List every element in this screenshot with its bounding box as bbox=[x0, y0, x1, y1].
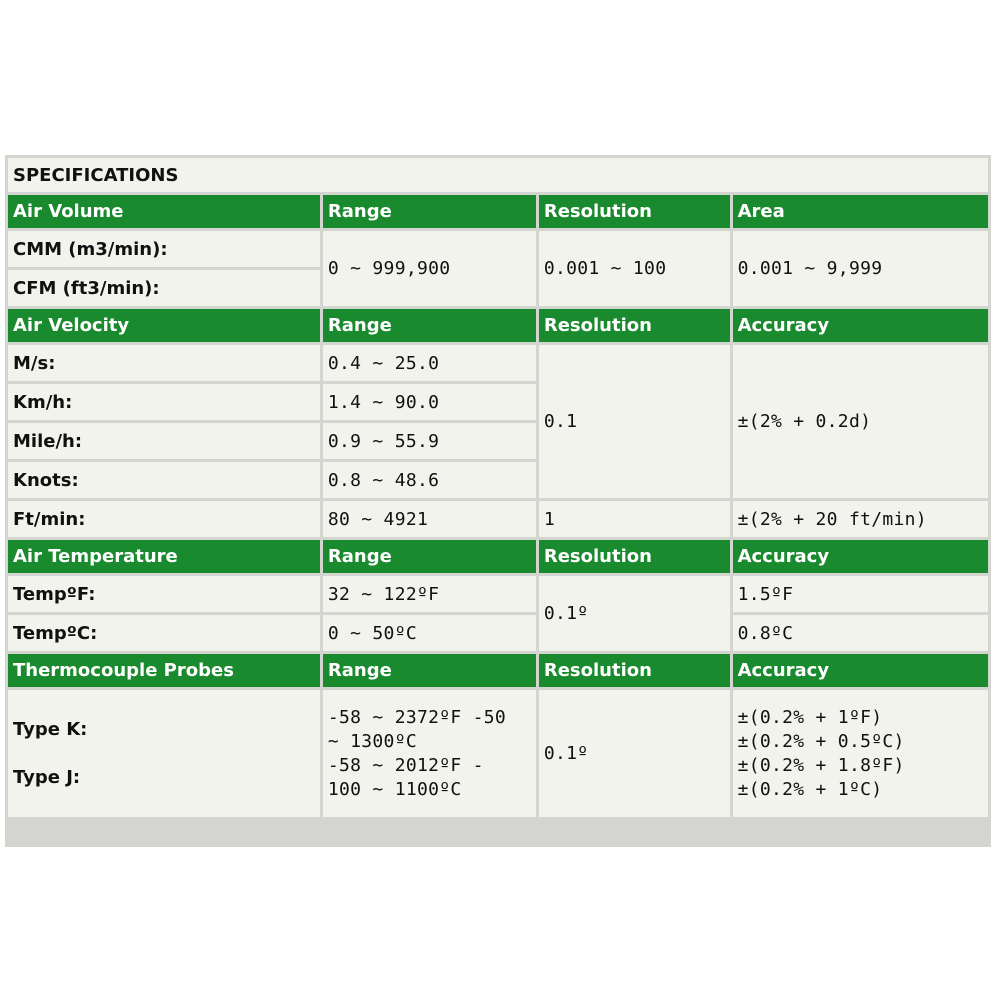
table-row bbox=[8, 231, 988, 267]
range-temp-f: 32 ~ 122ºF bbox=[323, 576, 536, 612]
header-air-temperature: Air Temperature bbox=[8, 540, 320, 573]
accuracy-type-j-line1: ±(0.2% + 1.8ºF) bbox=[737, 754, 905, 776]
header-row-air-velocity bbox=[8, 309, 988, 342]
air-velocity-resolution: 0.1 bbox=[539, 345, 730, 498]
label-type-k: Type K: bbox=[13, 718, 88, 740]
resolution-ftmin: 1 bbox=[539, 501, 730, 537]
range-ms: 0.4 ~ 25.0 bbox=[323, 345, 536, 381]
label-mileh: Mile/h: bbox=[8, 423, 320, 459]
header-range: Range bbox=[323, 540, 536, 573]
header-range: Range bbox=[323, 654, 536, 687]
header-accuracy: Accuracy bbox=[733, 654, 988, 687]
table-row bbox=[8, 690, 988, 817]
table-row bbox=[8, 576, 988, 612]
range-temp-c: 0 ~ 50ºC bbox=[323, 615, 536, 651]
range-type-k-line1: -58 ~ 2372ºF -50 bbox=[327, 706, 507, 728]
accuracy-type-k-line2: ±(0.2% + 0.5ºC) bbox=[737, 730, 905, 752]
label-knots: Knots: bbox=[8, 462, 320, 498]
thermocouple-accuracy bbox=[733, 690, 988, 817]
range-mileh: 0.9 ~ 55.9 bbox=[323, 423, 536, 459]
header-area: Area bbox=[733, 195, 988, 228]
spec-table-container bbox=[5, 155, 991, 847]
label-cmm: CMM (m3/min): bbox=[8, 231, 320, 267]
range-type-j-line1: -58 ~ 2012ºF - bbox=[327, 754, 484, 776]
label-temp-c: TempºC: bbox=[8, 615, 320, 651]
header-resolution: Resolution bbox=[539, 195, 730, 228]
spec-table bbox=[5, 155, 991, 820]
table-title: SPECIFICATIONS bbox=[8, 158, 988, 192]
header-row-air-temperature bbox=[8, 540, 988, 573]
table-row bbox=[8, 615, 988, 651]
range-type-j-line2: 100 ~ 1100ºC bbox=[327, 778, 462, 800]
header-row-thermocouple bbox=[8, 654, 988, 687]
table-row bbox=[8, 345, 988, 381]
thermocouple-resolution: 0.1º bbox=[539, 690, 730, 817]
range-type-k-line2: ~ 1300ºC bbox=[327, 730, 417, 752]
label-kmh: Km/h: bbox=[8, 384, 320, 420]
accuracy-ftmin: ±(2% + 20 ft/min) bbox=[733, 501, 988, 537]
label-ms: M/s: bbox=[8, 345, 320, 381]
air-volume-range: 0 ~ 999,900 bbox=[323, 231, 536, 306]
header-range: Range bbox=[323, 195, 536, 228]
thermocouple-range bbox=[323, 690, 536, 817]
accuracy-type-j-line2: ±(0.2% + 1ºC) bbox=[737, 778, 883, 800]
header-resolution: Resolution bbox=[539, 309, 730, 342]
accuracy-type-k-line1: ±(0.2% + 1ºF) bbox=[737, 706, 883, 728]
header-resolution: Resolution bbox=[539, 654, 730, 687]
range-ftmin: 80 ~ 4921 bbox=[323, 501, 536, 537]
header-thermocouple-probes: Thermocouple Probes bbox=[8, 654, 320, 687]
label-ftmin: Ft/min: bbox=[8, 501, 320, 537]
header-range: Range bbox=[323, 309, 536, 342]
header-accuracy: Accuracy bbox=[733, 309, 988, 342]
accuracy-temp-f: 1.5ºF bbox=[733, 576, 988, 612]
table-row bbox=[8, 501, 988, 537]
header-air-volume: Air Volume bbox=[8, 195, 320, 228]
air-temperature-resolution: 0.1º bbox=[539, 576, 730, 651]
range-kmh: 1.4 ~ 90.0 bbox=[323, 384, 536, 420]
header-accuracy: Accuracy bbox=[733, 540, 988, 573]
label-temp-f: TempºF: bbox=[8, 576, 320, 612]
air-volume-area: 0.001 ~ 9,999 bbox=[733, 231, 988, 306]
air-volume-resolution: 0.001 ~ 100 bbox=[539, 231, 730, 306]
range-knots: 0.8 ~ 48.6 bbox=[323, 462, 536, 498]
label-type-j: Type J: bbox=[13, 766, 81, 788]
air-velocity-accuracy: ±(2% + 0.2d) bbox=[733, 345, 988, 498]
label-cfm: CFM (ft3/min): bbox=[8, 270, 320, 306]
header-row-air-volume bbox=[8, 195, 988, 228]
header-air-velocity: Air Velocity bbox=[8, 309, 320, 342]
thermocouple-labels bbox=[8, 690, 320, 817]
header-resolution: Resolution bbox=[539, 540, 730, 573]
accuracy-temp-c: 0.8ºC bbox=[733, 615, 988, 651]
